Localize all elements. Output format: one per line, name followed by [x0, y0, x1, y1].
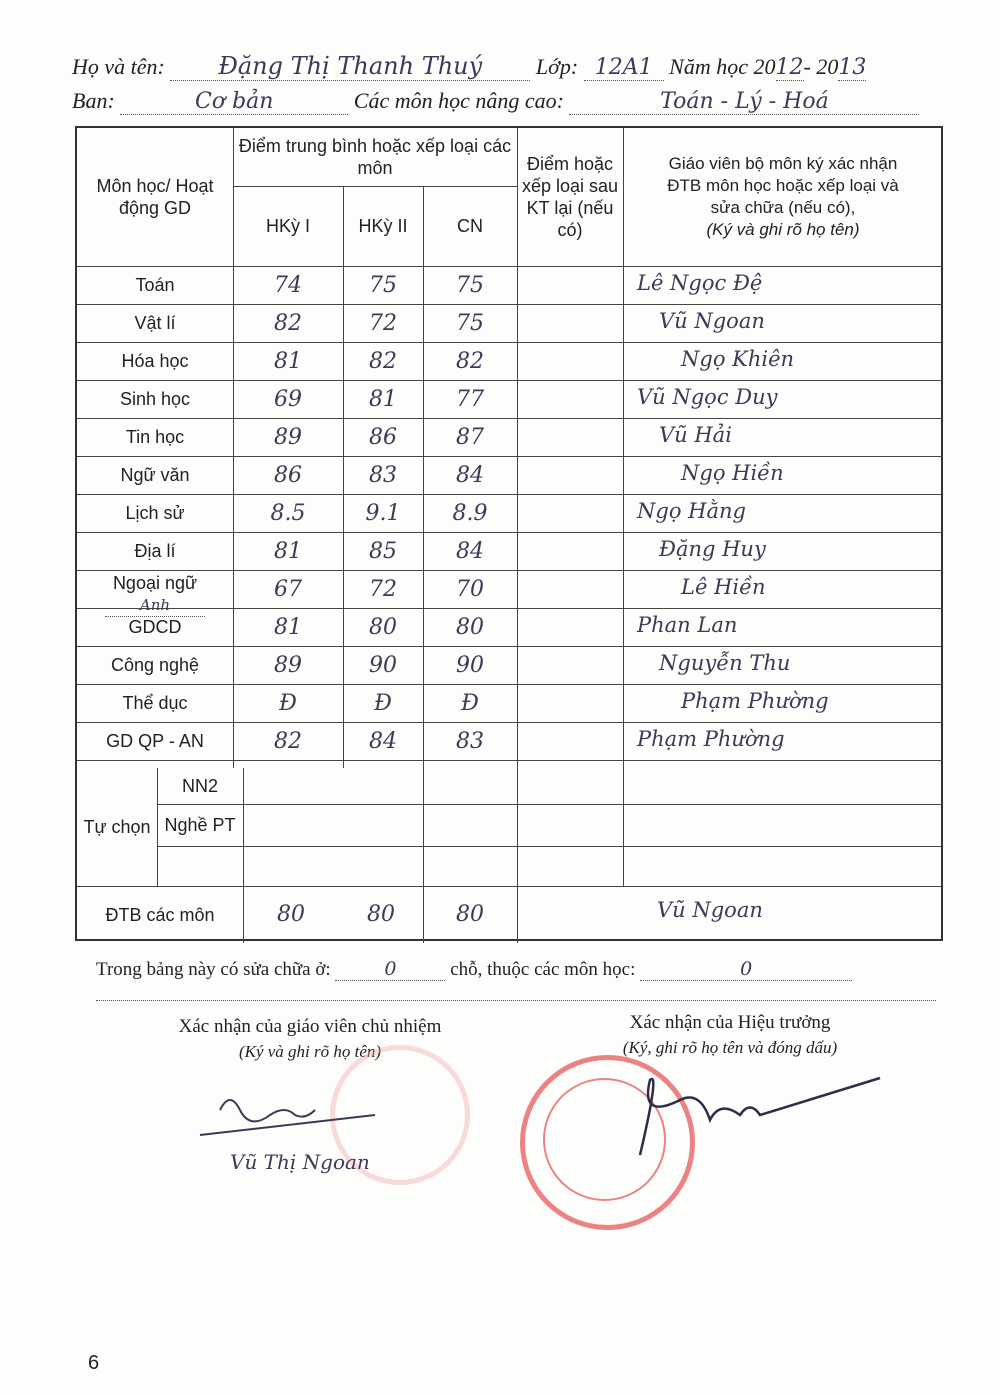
principal-signature-mark: [600, 1060, 900, 1160]
grid-line: [77, 266, 943, 267]
score-hk1: 86: [274, 462, 302, 488]
teacher-signature: Lê Ngọc Đệ: [637, 271, 763, 295]
score-cn: 8.9: [452, 500, 488, 526]
grid-line: [343, 186, 344, 768]
elective-nn2: NN2: [181, 776, 218, 796]
score-cn: 77: [456, 386, 484, 412]
teacher-signature: Lê Hiền: [681, 575, 766, 599]
corrections-count: 0: [335, 958, 445, 981]
grid-line: [157, 846, 943, 847]
score-hk2: 81: [369, 386, 397, 412]
corrections-text2: chỗ, thuộc các môn học:: [450, 959, 636, 980]
score-hk2: 75: [369, 272, 397, 298]
avg-cn: 80: [456, 902, 484, 927]
score-hk1: Đ: [279, 690, 297, 716]
teacher-signature: Vũ Hải: [659, 423, 732, 447]
score-hk1: 81: [274, 538, 302, 564]
score-cn: Đ: [461, 690, 479, 716]
teacher-signature: Ngọ Hiền: [681, 461, 784, 485]
score-hk2: 86: [369, 424, 397, 450]
avg-hk1: 80: [277, 902, 305, 927]
corrections-line: [96, 958, 852, 981]
score-cn: 90: [456, 652, 484, 678]
score-cn: 80: [456, 614, 484, 640]
score-cn: 75: [456, 310, 484, 336]
header-teacher-line1: Giáo viên bộ môn ký xác nhận: [668, 154, 898, 173]
score-hk2: 9.1: [365, 500, 401, 526]
grid-line: [233, 128, 234, 768]
grid-line: [243, 768, 244, 943]
score-hk1: 67: [274, 576, 302, 602]
grid-line: [157, 804, 943, 805]
score-cn: 87: [456, 424, 484, 450]
score-hk1: 82: [274, 310, 302, 336]
corrections-subjects: 0: [640, 958, 852, 981]
class-value: 12A1: [584, 55, 664, 81]
header-teacher-line3: sửa chữa (nếu có),: [710, 198, 856, 217]
score-hk2: 84: [369, 728, 397, 754]
subject-label: GD QP - AN: [106, 731, 204, 751]
header-hk1: HKỳ I: [265, 216, 310, 236]
header-teacher: [623, 138, 943, 256]
header-teacher-line4: (Ký và ghi rõ họ tên): [706, 220, 860, 239]
score-hk1: 81: [274, 614, 302, 640]
teacher-signature: Ngọ Hằng: [637, 499, 746, 523]
track-line: [72, 88, 919, 115]
avg-teacher-signature: Vũ Ngoan: [657, 898, 763, 922]
score-cn: 83: [456, 728, 484, 754]
subject-label: Sinh học: [119, 389, 191, 409]
grid-line: [77, 886, 943, 887]
score-cn: 84: [456, 462, 484, 488]
grade-table: [75, 126, 943, 941]
teacher-signature: Vũ Ngọc Duy: [637, 385, 778, 409]
subject-label: GDCD: [128, 617, 182, 637]
teacher-signature: Ngọ Khiên: [681, 347, 795, 371]
header-hk2: HKỳ II: [358, 216, 408, 236]
grid-line: [623, 128, 624, 886]
subject-label: Địa lí: [134, 541, 176, 561]
subject-label: Vật lí: [134, 313, 176, 333]
row-divider: [77, 760, 943, 761]
score-cn: 82: [456, 348, 484, 374]
header-teacher-line2: ĐTB môn học hoặc xếp loại và: [667, 176, 899, 195]
name-label: Họ và tên:: [72, 54, 165, 79]
avg-hk2: 80: [367, 902, 395, 927]
score-hk1: 8.5: [270, 500, 306, 526]
elective-label: Tự chọn: [83, 817, 151, 837]
score-hk1: 81: [274, 348, 302, 374]
homeroom-subtitle: (Ký và ghi rõ họ tên): [238, 1042, 382, 1061]
subject-label: Ngữ văn: [120, 465, 190, 485]
score-hk2: Đ: [374, 690, 392, 716]
subject-label: Lịch sử: [125, 503, 185, 523]
teacher-signature: Phan Lan: [637, 613, 738, 637]
header-subject: Môn học/ Hoạt động GD: [96, 176, 214, 218]
advanced-label: Các môn học nâng cao:: [353, 88, 564, 113]
subject-label: Toán: [135, 275, 175, 295]
teacher-signature: Đặng Huy: [659, 537, 766, 561]
teacher-signature: Phạm Phường: [637, 727, 785, 751]
track-label: Ban:: [72, 88, 115, 113]
score-hk2: 82: [369, 348, 397, 374]
year-sep: - 20: [803, 54, 839, 79]
subject-label: Thể dục: [122, 693, 188, 713]
teacher-signature: Vũ Ngoan: [659, 309, 765, 333]
score-hk2: 80: [369, 614, 397, 640]
avg-label: ĐTB các môn: [105, 904, 215, 925]
subject-name: Ngoại ngữ: [112, 572, 198, 593]
year-label: Năm học 20: [669, 54, 776, 79]
score-hk1: 74: [274, 272, 302, 298]
class-label: Lớp:: [535, 54, 579, 79]
teacher-signature: Phạm Phường: [681, 689, 829, 713]
homeroom-title: Xác nhận của giáo viên chủ nhiệm: [178, 1016, 442, 1037]
score-hk1: 89: [274, 652, 302, 678]
header-cn: CN: [457, 216, 483, 236]
homeroom-signature-mark: [195, 1085, 395, 1145]
dotted-separator: [96, 1000, 936, 1001]
principal-title: Xác nhận của Hiệu trưởng: [629, 1012, 831, 1033]
score-cn: 84: [456, 538, 484, 564]
grid-line: [423, 186, 424, 943]
subject-label: Công nghệ: [110, 655, 200, 675]
subject-label: Hóa học: [121, 351, 189, 371]
principal-subtitle: (Ký, ghi rõ họ tên và đóng dấu): [622, 1038, 838, 1057]
track-value: Cơ bản: [120, 89, 348, 115]
name-line: [72, 52, 866, 81]
score-hk1: 82: [274, 728, 302, 754]
page-number: 6: [88, 1352, 100, 1374]
score-hk2: 85: [369, 538, 397, 564]
year-start: 12: [775, 55, 804, 80]
grid-line: [157, 768, 158, 886]
score-hk2: 90: [369, 652, 397, 678]
grid-line: [517, 128, 518, 943]
corrections-text1: Trong bảng này có sửa chữa ở:: [96, 959, 331, 980]
subject-note: Anh: [105, 594, 205, 617]
subject-label: Tin học: [125, 427, 185, 447]
score-hk1: 69: [274, 386, 302, 412]
score-hk2: 72: [369, 310, 397, 336]
teacher-signature: Nguyễn Thu: [659, 651, 791, 675]
score-hk1: 89: [274, 424, 302, 450]
score-hk2: 72: [369, 576, 397, 602]
header-retest: Điểm hoặc xếp loại sau KT lại (nếu có): [521, 154, 619, 240]
year-end: 13: [838, 55, 867, 80]
header-avg-group: Điểm trung bình hoặc xếp loại các môn: [238, 136, 512, 178]
grid-line: [233, 186, 517, 187]
homeroom-signer: Vũ Thị Ngoan: [230, 1150, 370, 1174]
elective-nghe: Nghề PT: [164, 815, 236, 835]
score-cn: 70: [456, 576, 484, 602]
score-cn: 75: [456, 272, 484, 298]
advanced-value: Toán - Lý - Hoá: [569, 89, 919, 115]
name-value: Đặng Thị Thanh Thuý: [170, 52, 530, 81]
score-hk2: 83: [369, 462, 397, 488]
